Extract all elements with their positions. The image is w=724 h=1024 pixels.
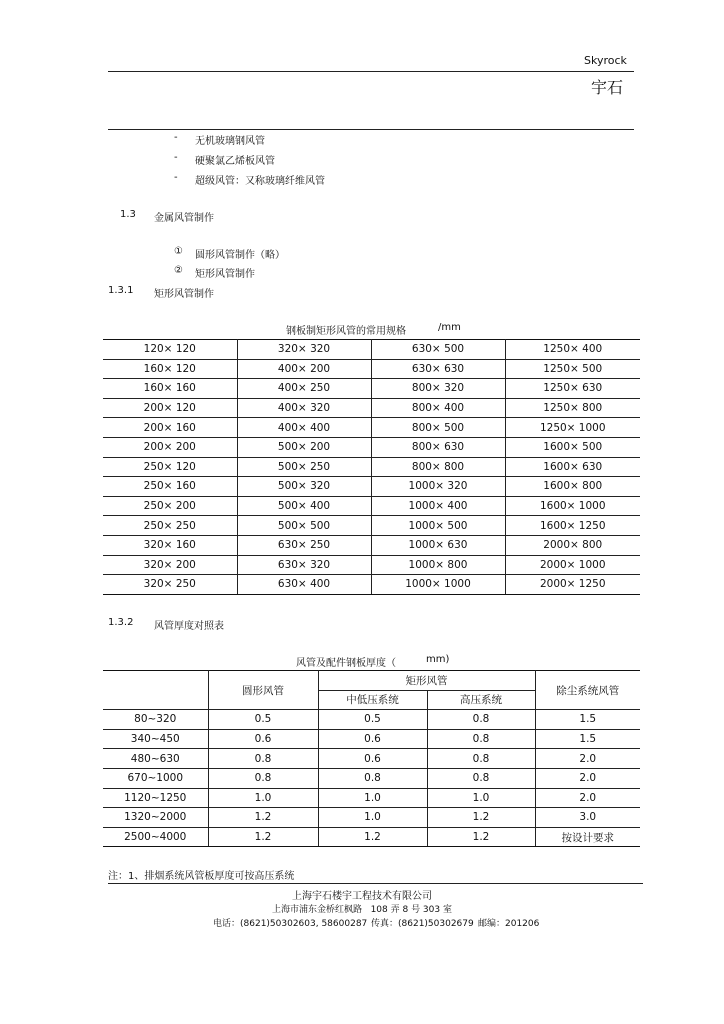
table-row (103, 729, 640, 749)
footer-address: 上海市浦东金桥红枫路 108 弄 8 号 303 室 (272, 905, 452, 915)
brand-chinese: 宇石 (591, 78, 624, 97)
table-cell: 1250× 500 (505, 359, 640, 379)
table-cell: 3.0 (535, 808, 640, 828)
table-cell: 320× 250 (103, 575, 237, 595)
table-row (103, 359, 640, 379)
bullet-dash: - (174, 152, 178, 163)
bullet-text: 硬聚氯乙烯板风管 (195, 156, 275, 167)
table-cell: 2.0 (535, 788, 640, 808)
bullet-text: 无机玻璃钢风管 (195, 136, 265, 147)
table-header-row (103, 671, 640, 691)
table-cell: 670~1000 (103, 768, 208, 788)
table1-unit: /mm (438, 322, 461, 333)
table-cell: 800× 500 (371, 418, 505, 438)
table-row (103, 710, 640, 730)
table-cell: 400× 200 (237, 359, 371, 379)
table-cell: 0.6 (318, 729, 427, 749)
table-cell: 250× 250 (103, 516, 237, 536)
table-cell: 80~320 (103, 710, 208, 730)
circled-list-item (174, 246, 285, 261)
table-cell: 800× 400 (371, 398, 505, 418)
table-cell: 630× 250 (237, 535, 371, 555)
table-cell: 400× 320 (237, 398, 371, 418)
table-cell: 320× 160 (103, 535, 237, 555)
header-cell-mid-low: 中低压系统 (318, 690, 427, 710)
table-cell: 0.5 (318, 710, 427, 730)
circled-item-text: 圆形风管制作（略） (195, 250, 285, 261)
table-cell: 1600× 630 (505, 457, 640, 477)
table-cell: 0.5 (208, 710, 318, 730)
table-cell: 1250× 1000 (505, 418, 640, 438)
table-cell: 320× 320 (237, 340, 371, 360)
table-cell: 1.2 (427, 827, 535, 847)
table-row (103, 379, 640, 399)
table-cell: 120× 120 (103, 340, 237, 360)
bullet-list-item (174, 172, 325, 187)
table-cell: 1000× 630 (371, 535, 505, 555)
bullet-dash: - (174, 132, 178, 143)
header-cell-dust: 除尘系统风管 (535, 671, 640, 710)
header-rule (108, 71, 634, 72)
bullet-text: 超级风管：又称玻璃纤维风管 (195, 176, 325, 187)
bullet-list-item (174, 152, 275, 167)
table-cell: 1600× 800 (505, 477, 640, 497)
table-row (103, 535, 640, 555)
circled-list-item (174, 265, 255, 280)
table-cell: 1250× 400 (505, 340, 640, 360)
table-cell: 1.0 (208, 788, 318, 808)
table-cell: 200× 160 (103, 418, 237, 438)
table-cell: 1.2 (427, 808, 535, 828)
table-cell: 400× 250 (237, 379, 371, 399)
header-cell-high: 高压系统 (427, 690, 535, 710)
table-cell: 800× 800 (371, 457, 505, 477)
table-row (103, 398, 640, 418)
table-cell: 2000× 1000 (505, 555, 640, 575)
table-cell: 250× 200 (103, 496, 237, 516)
table-cell: 500× 400 (237, 496, 371, 516)
header-cell-round: 圆形风管 (208, 671, 318, 710)
table-cell: 320× 200 (103, 555, 237, 575)
table-cell: 160× 120 (103, 359, 237, 379)
bullet-list-item (174, 132, 265, 147)
table-cell: 1000× 1000 (371, 575, 505, 595)
table-cell: 1.5 (535, 710, 640, 730)
duct-thickness-table (103, 670, 640, 847)
table-cell: 0.6 (318, 749, 427, 769)
table-cell: 2.0 (535, 768, 640, 788)
table-cell: 0.8 (208, 749, 318, 769)
table-row (103, 808, 640, 828)
table-cell: 0.8 (427, 768, 535, 788)
table-row (103, 555, 640, 575)
table-row (103, 418, 640, 438)
table-cell: 1.0 (318, 788, 427, 808)
table-cell: 250× 160 (103, 477, 237, 497)
table-cell: 1000× 400 (371, 496, 505, 516)
table-row (103, 477, 640, 497)
table-row (103, 457, 640, 477)
footer-company: 上海宇石楼宇工程技术有限公司 (292, 891, 432, 902)
table-cell: 1.5 (535, 729, 640, 749)
header-cell-rect: 矩形风管 (318, 671, 535, 691)
table-row (103, 496, 640, 516)
table-cell: 按设计要求 (535, 827, 640, 847)
footer-phone: 电话：(8621)50302603, 58600287 (213, 919, 368, 929)
brand-english: Skyrock (584, 54, 627, 67)
table-cell: 630× 320 (237, 555, 371, 575)
table-cell: 500× 200 (237, 437, 371, 457)
table-note: 注：1、排烟系统风管板厚度可按高压系统 (108, 871, 295, 882)
table-cell: 800× 320 (371, 379, 505, 399)
table-cell: 630× 630 (371, 359, 505, 379)
table-row (103, 437, 640, 457)
circled-item-text: 矩形风管制作 (195, 269, 255, 280)
table-cell: 2500~4000 (103, 827, 208, 847)
table-cell: 500× 320 (237, 477, 371, 497)
table-cell: 0.8 (427, 749, 535, 769)
table-cell: 1320~2000 (103, 808, 208, 828)
table-cell: 0.6 (208, 729, 318, 749)
table2-unit: mm) (426, 654, 450, 665)
table-cell: 500× 500 (237, 516, 371, 536)
table-cell: 1250× 800 (505, 398, 640, 418)
table-cell: 1000× 800 (371, 555, 505, 575)
header-cell-size (103, 671, 208, 710)
table-row (103, 575, 640, 595)
table-cell: 200× 200 (103, 437, 237, 457)
table2-caption: 风管及配件钢板厚度（ (296, 658, 396, 669)
header-bottom-rule (108, 129, 634, 130)
footer-rule (108, 883, 643, 884)
subsection-title: 风管厚度对照表 (154, 621, 224, 632)
table-cell: 1.2 (208, 808, 318, 828)
table-cell: 1250× 630 (505, 379, 640, 399)
table-cell: 250× 120 (103, 457, 237, 477)
table-cell: 480~630 (103, 749, 208, 769)
table-cell: 1.0 (427, 788, 535, 808)
table-cell: 2000× 800 (505, 535, 640, 555)
section-number: 1.3 (120, 209, 136, 220)
table-cell: 0.8 (427, 729, 535, 749)
circled-number: ② (174, 265, 183, 276)
table-row (103, 827, 640, 847)
subsection-title: 矩形风管制作 (154, 289, 214, 300)
subsection-number: 1.3.2 (108, 617, 134, 628)
table-cell: 1000× 500 (371, 516, 505, 536)
table-row (103, 516, 640, 536)
table-cell: 0.8 (318, 768, 427, 788)
section-title: 金属风管制作 (154, 213, 214, 224)
table-cell: 400× 400 (237, 418, 371, 438)
table-row (103, 749, 640, 769)
table-cell: 630× 400 (237, 575, 371, 595)
table-row (103, 768, 640, 788)
table-cell: 160× 160 (103, 379, 237, 399)
table-cell: 0.8 (208, 768, 318, 788)
table-cell: 1.2 (208, 827, 318, 847)
table-cell: 800× 630 (371, 437, 505, 457)
table-cell: 200× 120 (103, 398, 237, 418)
table-cell: 1600× 1000 (505, 496, 640, 516)
table-cell: 1600× 1250 (505, 516, 640, 536)
subsection-number: 1.3.1 (108, 285, 134, 296)
table-cell: 500× 250 (237, 457, 371, 477)
table1-caption: 钢板制矩形风管的常用规格 (286, 326, 406, 337)
footer-fax: 传真：(8621)50302679 (371, 919, 474, 929)
table-row (103, 788, 640, 808)
table-cell: 2.0 (535, 749, 640, 769)
duct-size-table (103, 339, 640, 595)
circled-number: ① (174, 246, 183, 257)
table-cell: 1000× 320 (371, 477, 505, 497)
table-cell: 340~450 (103, 729, 208, 749)
table-cell: 1600× 500 (505, 437, 640, 457)
table-cell: 1120~1250 (103, 788, 208, 808)
table-cell: 1.2 (318, 827, 427, 847)
table-cell: 1.0 (318, 808, 427, 828)
table-cell: 630× 500 (371, 340, 505, 360)
table-row (103, 340, 640, 360)
table-cell: 2000× 1250 (505, 575, 640, 595)
footer-postcode: 邮编：201206 (478, 919, 540, 929)
bullet-dash: - (174, 172, 178, 183)
table-cell: 0.8 (427, 710, 535, 730)
